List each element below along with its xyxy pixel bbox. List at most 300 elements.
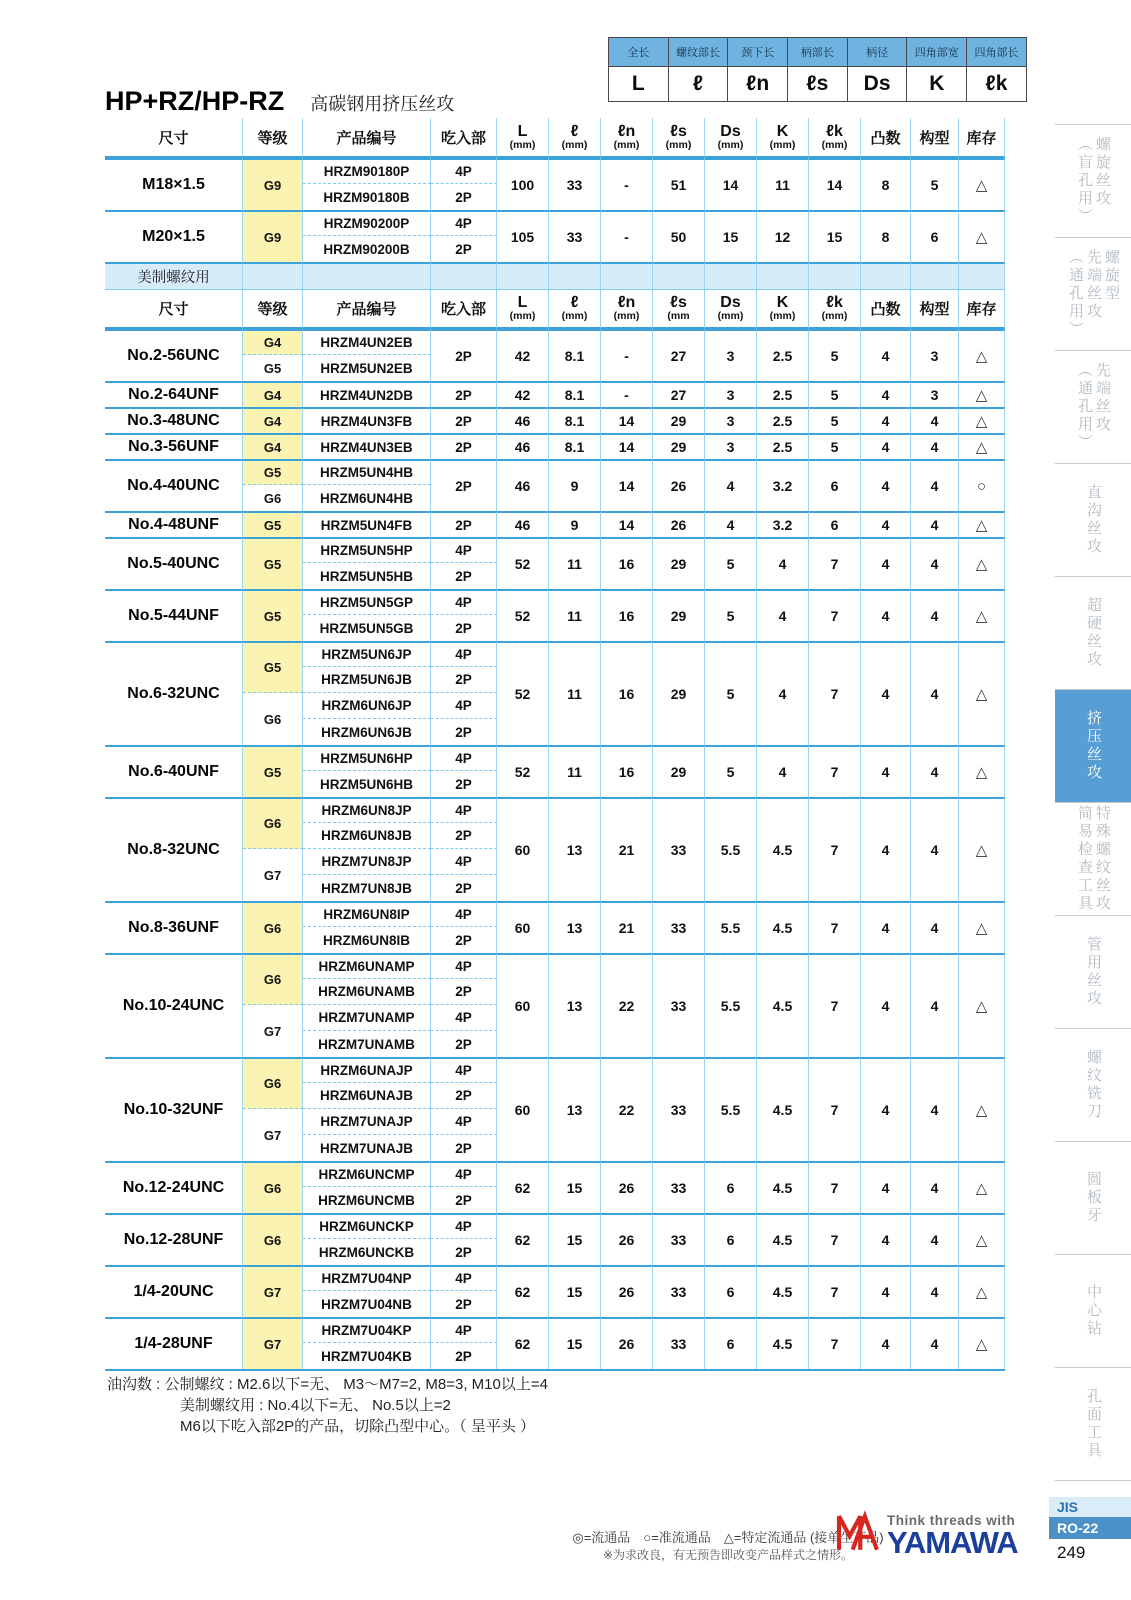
size-cell: No.6-40UNF: [105, 745, 243, 797]
value-cell-4: 5: [705, 745, 757, 797]
sidebar: [1055, 124, 1131, 1481]
sidebar-tab-6: [1055, 802, 1131, 915]
value-cell-6: 7: [809, 589, 861, 641]
product-code-cell: HRZM7U04NB: [303, 1291, 431, 1317]
col-header-8: Ds (mm): [705, 289, 757, 329]
chamfer-cell: 2P: [431, 1343, 497, 1369]
product-code-cell: HRZM5UN5HB: [303, 563, 431, 589]
col-header-11: 凸数: [861, 289, 911, 329]
value-cell-8: 4: [911, 1317, 959, 1369]
col-header-0: 尺寸: [105, 118, 243, 158]
product-code-cell: HRZM7UNAJB: [303, 1135, 431, 1161]
col-header-3: 吃入部: [431, 289, 497, 329]
col-header-6: ℓn (mm): [601, 118, 653, 158]
value-cell-1: 13: [549, 1057, 601, 1161]
section-band-cell: [303, 262, 431, 289]
section-band-cell: [431, 262, 497, 289]
value-cell-0: 42: [497, 329, 549, 381]
product-code-cell: HRZM6UNCKB: [303, 1239, 431, 1265]
size-cell: No.2-64UNF: [105, 381, 243, 407]
stock-cell: △: [959, 407, 1005, 433]
value-cell-1: 11: [549, 589, 601, 641]
chamfer-cell: 2P: [431, 771, 497, 797]
grade-cell: G6: [243, 953, 303, 1005]
chamfer-cell: 4P: [431, 589, 497, 615]
value-cell-7: 4: [861, 329, 911, 381]
chamfer-cell: 4P: [431, 693, 497, 719]
value-cell-3: 29: [653, 407, 705, 433]
chamfer-cell: 2P: [431, 1291, 497, 1317]
stock-cell: △: [959, 1317, 1005, 1369]
product-code-cell: HRZM6UN8JB: [303, 823, 431, 849]
product-code-cell: HRZM4UN3FB: [303, 407, 431, 433]
col-header-6: ℓn (mm): [601, 289, 653, 329]
size-cell: No.4-48UNF: [105, 511, 243, 537]
value-cell-8: 4: [911, 537, 959, 589]
sidebar-tab-3: [1055, 463, 1131, 576]
stock-cell: △: [959, 797, 1005, 901]
grade-cell: G7: [243, 1109, 303, 1161]
section-band-cell: [601, 262, 653, 289]
value-cell-1: 8.1: [549, 407, 601, 433]
value-cell-3: 29: [653, 433, 705, 459]
note-line-2: M6以下吃入部2P的产品，切除凸型中心。（ 呈平头 ）: [180, 1418, 536, 1435]
sidebar-tab-1: [1055, 237, 1131, 350]
chamfer-cell: 2P: [431, 615, 497, 641]
value-cell-0: 60: [497, 797, 549, 901]
size-cell: No.8-32UNC: [105, 797, 243, 901]
value-cell-6: 7: [809, 537, 861, 589]
value-cell-0: 60: [497, 953, 549, 1057]
legend-terms-row: [609, 38, 1027, 67]
section-band-cell: [243, 262, 303, 289]
value-cell-5: 4.5: [757, 797, 809, 901]
value-cell-0: 46: [497, 433, 549, 459]
chamfer-cell: 4P: [431, 1265, 497, 1291]
chamfer-cell: 4P: [431, 1213, 497, 1239]
product-code-cell: HRZM7U04KP: [303, 1317, 431, 1343]
product-code-cell: HRZM6UN8IB: [303, 927, 431, 953]
value-cell-6: 5: [809, 329, 861, 381]
value-cell-1: 8.1: [549, 329, 601, 381]
value-cell-3: 29: [653, 745, 705, 797]
chamfer-cell: 2P: [431, 1239, 497, 1265]
grade-cell: G5: [243, 641, 303, 693]
chamfer-cell: 2P: [431, 1083, 497, 1109]
value-cell-7: 4: [861, 1161, 911, 1213]
value-cell-7: 4: [861, 641, 911, 745]
sidebar-tab-7: [1055, 915, 1131, 1028]
value-cell-4: 5.5: [705, 797, 757, 901]
size-cell: No.12-28UNF: [105, 1213, 243, 1265]
oil-groove-notes: [107, 1374, 548, 1437]
value-cell-2: 14: [601, 459, 653, 511]
col-header-1: 等级: [243, 118, 303, 158]
jis-label: JIS: [1049, 1497, 1131, 1517]
sidebar-tab-label: 螺旋丝攻 （盲孔用）: [1076, 136, 1111, 226]
value-cell-6: 14: [809, 158, 861, 210]
section-band-cell: [959, 262, 1005, 289]
sidebar-tab-label: 特殊螺纹丝攻 简易检查工具: [1076, 805, 1111, 913]
value-cell-7: 4: [861, 1317, 911, 1369]
chamfer-cell: 2P: [431, 236, 497, 262]
value-cell-5: 4.5: [757, 901, 809, 953]
value-cell-4: 4: [705, 511, 757, 537]
value-cell-7: 4: [861, 537, 911, 589]
size-cell: No.6-32UNC: [105, 641, 243, 745]
product-code-cell: HRZM5UN2EB: [303, 355, 431, 381]
value-cell-3: 33: [653, 1161, 705, 1213]
value-cell-5: 2.5: [757, 407, 809, 433]
col-header-0: 尺寸: [105, 289, 243, 329]
brand-logo: [836, 1509, 1018, 1562]
value-cell-5: 4: [757, 641, 809, 745]
sidebar-tab-4: [1055, 576, 1131, 689]
value-cell-8: 4: [911, 953, 959, 1057]
section-band-label: 美制螺纹用: [105, 262, 243, 289]
value-cell-6: 15: [809, 210, 861, 262]
value-cell-3: 33: [653, 953, 705, 1057]
chamfer-cell: 4P: [431, 537, 497, 563]
sidebar-tab-label: 螺旋型 先端丝攻 （通孔用）: [1067, 249, 1120, 339]
value-cell-6: 7: [809, 641, 861, 745]
grade-cell: G6: [243, 901, 303, 953]
col-header-11: 凸数: [861, 118, 911, 158]
value-cell-7: 4: [861, 745, 911, 797]
value-cell-4: 15: [705, 210, 757, 262]
value-cell-1: 33: [549, 158, 601, 210]
value-cell-0: 46: [497, 407, 549, 433]
grade-cell: G7: [243, 1317, 303, 1369]
stock-cell: △: [959, 537, 1005, 589]
value-cell-8: 3: [911, 329, 959, 381]
legend-symbol-2: ℓn: [728, 67, 788, 102]
value-cell-6: 7: [809, 953, 861, 1057]
value-cell-4: 5.5: [705, 1057, 757, 1161]
section-band-cell: [809, 262, 861, 289]
value-cell-6: 7: [809, 1057, 861, 1161]
product-code-cell: HRZM6UNAMP: [303, 953, 431, 979]
grade-cell: G4: [243, 329, 303, 355]
value-cell-0: 52: [497, 537, 549, 589]
value-cell-0: 62: [497, 1265, 549, 1317]
value-cell-3: 26: [653, 511, 705, 537]
col-header-4: L (mm): [497, 289, 549, 329]
chamfer-cell: 2P: [431, 1031, 497, 1057]
legend-symbol-3: ℓs: [788, 67, 848, 102]
product-code-cell: HRZM6UNAMB: [303, 979, 431, 1005]
stock-cell: △: [959, 641, 1005, 745]
value-cell-8: 4: [911, 745, 959, 797]
value-cell-1: 15: [549, 1317, 601, 1369]
legend-symbol-1: ℓ: [668, 67, 728, 102]
legend-term-0: 全长: [609, 38, 669, 67]
grade-cell: G6: [243, 1161, 303, 1213]
chamfer-cell: 2P: [431, 184, 497, 210]
product-code-cell: HRZM5UN4HB: [303, 459, 431, 485]
value-cell-0: 46: [497, 459, 549, 511]
product-code-cell: HRZM7U04KB: [303, 1343, 431, 1369]
section-band-cell: [549, 262, 601, 289]
catalog-table-wrap: [105, 118, 1005, 1371]
value-cell-4: 14: [705, 158, 757, 210]
section-band-cell: [705, 262, 757, 289]
value-cell-2: 26: [601, 1213, 653, 1265]
grade-cell: G6: [243, 797, 303, 849]
value-cell-1: 11: [549, 745, 601, 797]
value-cell-2: 16: [601, 537, 653, 589]
product-code-cell: HRZM6UNAJB: [303, 1083, 431, 1109]
value-cell-0: 60: [497, 1057, 549, 1161]
value-cell-5: 3.2: [757, 459, 809, 511]
size-cell: No.5-44UNF: [105, 589, 243, 641]
page-number: 249: [1057, 1543, 1086, 1562]
grade-cell: G5: [243, 459, 303, 485]
product-code-cell: HRZM5UN6HP: [303, 745, 431, 771]
col-header-12: 构型: [911, 289, 959, 329]
product-code-cell: HRZM90200B: [303, 236, 431, 262]
value-cell-5: 3.2: [757, 511, 809, 537]
value-cell-1: 9: [549, 511, 601, 537]
chamfer-cell: 2P: [431, 667, 497, 693]
product-code-cell: HRZM90180B: [303, 184, 431, 210]
value-cell-6: 6: [809, 511, 861, 537]
chamfer-cell: 4P: [431, 210, 497, 236]
chamfer-cell: 2P: [431, 875, 497, 901]
value-cell-2: 14: [601, 407, 653, 433]
value-cell-0: 52: [497, 589, 549, 641]
col-header-1: 等级: [243, 289, 303, 329]
yamawa-monogram-icon: [836, 1509, 880, 1562]
value-cell-1: 11: [549, 537, 601, 589]
sidebar-tab-label: 先端丝攻 （通孔用）: [1076, 362, 1111, 452]
value-cell-6: 7: [809, 901, 861, 953]
product-code-cell: HRZM4UN2DB: [303, 381, 431, 407]
legend-term-1: 螺纹部长: [668, 38, 728, 67]
chamfer-cell: 4P: [431, 158, 497, 184]
value-cell-8: 4: [911, 1213, 959, 1265]
value-cell-3: 27: [653, 381, 705, 407]
value-cell-0: 105: [497, 210, 549, 262]
value-cell-7: 4: [861, 459, 911, 511]
grade-cell: G7: [243, 1005, 303, 1057]
product-code-cell: HRZM6UN8JP: [303, 797, 431, 823]
chamfer-cell: 2P: [431, 563, 497, 589]
grade-cell: G7: [243, 849, 303, 901]
legend-symbol-4: Ds: [847, 67, 907, 102]
value-cell-4: 6: [705, 1265, 757, 1317]
stock-cell: △: [959, 381, 1005, 407]
value-cell-7: 4: [861, 901, 911, 953]
chamfer-cell: 2P: [431, 979, 497, 1005]
grade-cell: G5: [243, 537, 303, 589]
value-cell-0: 46: [497, 511, 549, 537]
value-cell-4: 5: [705, 641, 757, 745]
sidebar-tab-label: 圆板牙: [1085, 1171, 1102, 1225]
col-header-10: ℓk (mm): [809, 118, 861, 158]
chamfer-cell: 2P: [431, 381, 497, 407]
value-cell-0: 100: [497, 158, 549, 210]
value-cell-1: 15: [549, 1213, 601, 1265]
chamfer-cell: 4P: [431, 1109, 497, 1135]
value-cell-4: 6: [705, 1317, 757, 1369]
legend-term-5: 四角部宽: [907, 38, 967, 67]
value-cell-5: 4.5: [757, 1265, 809, 1317]
section-band-cell: [861, 262, 911, 289]
sidebar-tab-label: 孔面工具: [1085, 1388, 1102, 1460]
value-cell-3: 33: [653, 1265, 705, 1317]
value-cell-3: 29: [653, 537, 705, 589]
product-code-cell: HRZM7UN8JP: [303, 849, 431, 875]
grade-cell: G6: [243, 485, 303, 511]
value-cell-8: 5: [911, 158, 959, 210]
chamfer-cell: 2P: [431, 511, 497, 537]
value-cell-4: 3: [705, 433, 757, 459]
chamfer-cell: 2P: [431, 407, 497, 433]
col-header-7: ℓs (mm: [653, 289, 705, 329]
sidebar-tab-9: [1055, 1141, 1131, 1254]
chamfer-cell: 4P: [431, 901, 497, 927]
sidebar-tab-11: [1055, 1367, 1131, 1481]
size-cell: No.3-48UNC: [105, 407, 243, 433]
col-header-13: 库存: [959, 289, 1005, 329]
product-code-cell: HRZM6UN6JB: [303, 719, 431, 745]
legend-symbol-5: K: [907, 67, 967, 102]
value-cell-5: 4.5: [757, 1161, 809, 1213]
sidebar-tab-label: 管用丝攻: [1085, 936, 1102, 1008]
stock-cell: △: [959, 210, 1005, 262]
value-cell-1: 8.1: [549, 381, 601, 407]
grade-cell: G5: [243, 355, 303, 381]
value-cell-7: 4: [861, 407, 911, 433]
chamfer-cell: 2P: [431, 329, 497, 381]
value-cell-6: 5: [809, 381, 861, 407]
catalog-table: [105, 118, 1005, 1369]
stock-symbols-legend: ◎=流通品 ○=准流通品 △=特定流通品 (接单生产品): [572, 1530, 884, 1545]
value-cell-8: 4: [911, 589, 959, 641]
col-header-3: 吃入部: [431, 118, 497, 158]
stock-cell: △: [959, 1057, 1005, 1161]
grade-cell: G5: [243, 745, 303, 797]
value-cell-8: 4: [911, 1161, 959, 1213]
product-code-cell: HRZM6UNCKP: [303, 1213, 431, 1239]
catalog-table-body: [105, 118, 1005, 1369]
sidebar-tab-0: [1055, 124, 1131, 237]
stock-cell: △: [959, 329, 1005, 381]
product-code-cell: HRZM7UN8JB: [303, 875, 431, 901]
size-cell: No.8-36UNF: [105, 901, 243, 953]
legend-term-6: 四角部长: [967, 38, 1027, 67]
value-cell-0: 42: [497, 381, 549, 407]
value-cell-8: 4: [911, 1057, 959, 1161]
grade-cell: G4: [243, 407, 303, 433]
section-band-cell: [757, 262, 809, 289]
value-cell-6: 5: [809, 407, 861, 433]
value-cell-6: 7: [809, 1213, 861, 1265]
stock-cell: △: [959, 1265, 1005, 1317]
sidebar-tab-label: 超硬丝攻: [1085, 597, 1102, 669]
value-cell-5: 4: [757, 589, 809, 641]
sidebar-tab-2: [1055, 350, 1131, 463]
stock-cell: △: [959, 1213, 1005, 1265]
value-cell-7: 4: [861, 1213, 911, 1265]
value-cell-4: 5.5: [705, 901, 757, 953]
value-cell-7: 8: [861, 158, 911, 210]
value-cell-1: 13: [549, 901, 601, 953]
chamfer-cell: 2P: [431, 1187, 497, 1213]
value-cell-2: 21: [601, 797, 653, 901]
value-cell-5: 4: [757, 745, 809, 797]
brand-name: YAMAWA: [887, 1525, 1018, 1560]
value-cell-5: 4: [757, 537, 809, 589]
product-code-cell: HRZM6UNCMB: [303, 1187, 431, 1213]
value-cell-3: 33: [653, 797, 705, 901]
disclaimer-note: ※为求改良，有无预告即改变产品样式之情形。: [602, 1548, 854, 1562]
legend-term-2: 颈下长: [728, 38, 788, 67]
chamfer-cell: 2P: [431, 927, 497, 953]
value-cell-7: 4: [861, 433, 911, 459]
value-cell-8: 4: [911, 511, 959, 537]
product-code-cell: HRZM6UN6JP: [303, 693, 431, 719]
product-code-cell: HRZM4UN2EB: [303, 329, 431, 355]
value-cell-2: 26: [601, 1317, 653, 1369]
value-cell-2: -: [601, 329, 653, 381]
value-cell-5: 4.5: [757, 1057, 809, 1161]
size-cell: No.5-40UNC: [105, 537, 243, 589]
value-cell-8: 4: [911, 407, 959, 433]
note-line-0: 油沟数 : 公制螺纹 : M2.6以下=无、 M3～M7=2, M8=3, M10以上=4: [107, 1376, 548, 1393]
value-cell-2: 16: [601, 641, 653, 745]
value-cell-0: 60: [497, 901, 549, 953]
legend-symbol-0: L: [609, 67, 669, 102]
value-cell-2: 26: [601, 1161, 653, 1213]
col-header-5: ℓ (mm): [549, 118, 601, 158]
col-header-9: K (mm): [757, 289, 809, 329]
chamfer-cell: 4P: [431, 797, 497, 823]
size-cell: M20×1.5: [105, 210, 243, 262]
col-header-13: 库存: [959, 118, 1005, 158]
product-code-cell: HRZM6UN4HB: [303, 485, 431, 511]
note-line-1: 美制螺纹用 : No.4以下=无、 No.5以上=2: [180, 1397, 451, 1414]
value-cell-1: 9: [549, 459, 601, 511]
size-cell: No.10-24UNC: [105, 953, 243, 1057]
chamfer-cell: 4P: [431, 1161, 497, 1187]
brand-tagline: Think threads with: [887, 1513, 1016, 1528]
value-cell-0: 52: [497, 745, 549, 797]
value-cell-6: 7: [809, 1317, 861, 1369]
value-cell-2: 22: [601, 1057, 653, 1161]
value-cell-3: 51: [653, 158, 705, 210]
value-cell-1: 13: [549, 797, 601, 901]
grade-cell: G6: [243, 693, 303, 745]
value-cell-1: 15: [549, 1265, 601, 1317]
value-cell-6: 7: [809, 797, 861, 901]
title-block: [105, 86, 454, 117]
value-cell-4: 6: [705, 1161, 757, 1213]
value-cell-8: 4: [911, 641, 959, 745]
col-header-12: 构型: [911, 118, 959, 158]
value-cell-2: 21: [601, 901, 653, 953]
value-cell-4: 5.5: [705, 953, 757, 1057]
product-code-cell: HRZM7U04NP: [303, 1265, 431, 1291]
stock-cell: △: [959, 511, 1005, 537]
value-cell-5: 4.5: [757, 953, 809, 1057]
value-cell-4: 5: [705, 537, 757, 589]
value-cell-4: 3: [705, 407, 757, 433]
chamfer-cell: 4P: [431, 1057, 497, 1083]
value-cell-3: 33: [653, 1317, 705, 1369]
value-cell-8: 4: [911, 797, 959, 901]
